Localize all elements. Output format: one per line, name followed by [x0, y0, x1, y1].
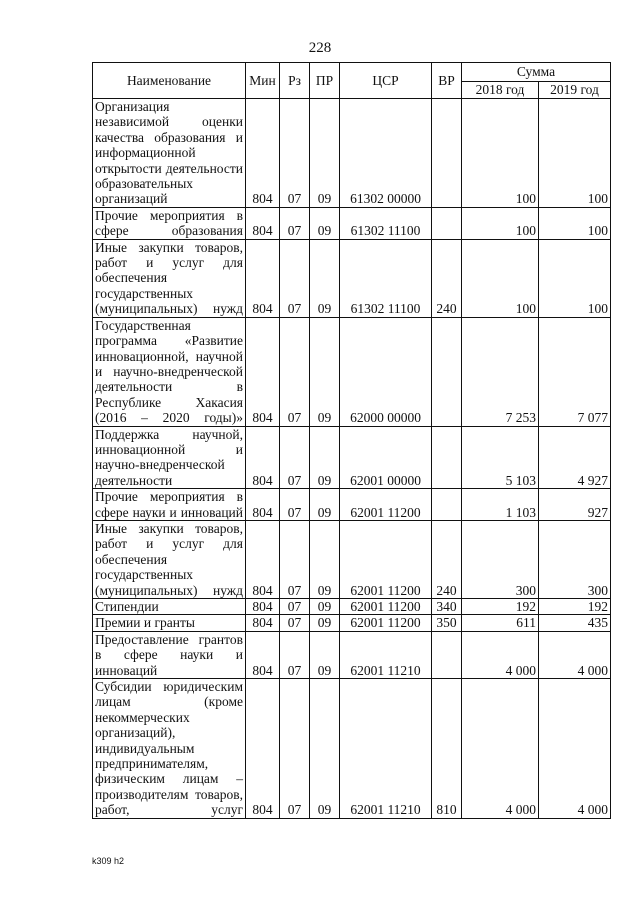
csr-cell: 62001 11200 — [340, 520, 432, 598]
sum-2019-cell: 4 000 — [539, 679, 611, 819]
pr-cell: 09 — [310, 520, 340, 598]
sum-2019-cell: 927 — [539, 489, 611, 521]
table-row — [93, 520, 611, 598]
min-cell: 804 — [246, 317, 280, 426]
table-row — [93, 207, 611, 239]
footer-code: k309 h2 — [92, 856, 125, 866]
pr-cell: 09 — [310, 207, 340, 239]
name-cell: Премии и гранты — [93, 615, 246, 631]
header-name: Наименование — [93, 63, 246, 99]
min-cell: 804 — [246, 631, 280, 678]
pr-cell: 09 — [310, 615, 340, 631]
min-cell: 804 — [246, 489, 280, 521]
sum-2018-cell: 300 — [462, 520, 539, 598]
sum-2018-cell: 7 253 — [462, 317, 539, 426]
min-cell: 804 — [246, 599, 280, 615]
header-sum: Сумма — [462, 63, 611, 82]
vr-cell — [432, 207, 462, 239]
rz-cell: 07 — [280, 207, 310, 239]
table-body — [93, 99, 611, 819]
table-row — [93, 99, 611, 208]
name-cell: Государственная программа «Развитие инновационной, научной и научно-внедренческой деятельности в Республике Хакасия (2016 – 2020 годы)» — [93, 317, 246, 426]
header-rz: Рз — [280, 63, 310, 99]
rz-cell: 07 — [280, 426, 310, 489]
min-cell: 804 — [246, 239, 280, 317]
header-vr: ВР — [432, 63, 462, 99]
min-cell: 804 — [246, 426, 280, 489]
name-cell: Иные закупки товаров, работ и услуг для обеспечения государственных (муниципальных) нужд — [93, 239, 246, 317]
sum-2019-cell: 300 — [539, 520, 611, 598]
vr-cell: 240 — [432, 239, 462, 317]
name-cell: Прочие мероприятия в сфере образования — [93, 207, 246, 239]
sum-2018-cell: 5 103 — [462, 426, 539, 489]
vr-cell: 350 — [432, 615, 462, 631]
table-row — [93, 239, 611, 317]
vr-cell: 340 — [432, 599, 462, 615]
header-min: Мин — [246, 63, 280, 99]
sum-2019-cell: 435 — [539, 615, 611, 631]
pr-cell: 09 — [310, 426, 340, 489]
vr-cell — [432, 631, 462, 678]
vr-cell — [432, 99, 462, 208]
name-cell: Поддержка научной, инновационной и научно-внедренческой деятельности — [93, 426, 246, 489]
table-row — [93, 426, 611, 489]
csr-cell: 62001 11210 — [340, 631, 432, 678]
csr-cell: 62001 11200 — [340, 599, 432, 615]
csr-cell: 61302 00000 — [340, 99, 432, 208]
name-cell: Субсидии юридическим лицам (кроме некоммерческих организаций), индивидуальным предпринимателям, физическим лицам – производителям товаров, работ, услуг — [93, 679, 246, 819]
rz-cell: 07 — [280, 489, 310, 521]
min-cell: 804 — [246, 615, 280, 631]
pr-cell: 09 — [310, 679, 340, 819]
sum-2019-cell: 100 — [539, 99, 611, 208]
sum-2018-cell: 100 — [462, 99, 539, 208]
pr-cell: 09 — [310, 99, 340, 208]
rz-cell: 07 — [280, 99, 310, 208]
header-2018: 2018 год — [462, 82, 539, 99]
csr-cell: 61302 11100 — [340, 239, 432, 317]
sum-2019-cell: 100 — [539, 239, 611, 317]
csr-cell: 62001 11200 — [340, 615, 432, 631]
csr-cell: 62001 00000 — [340, 426, 432, 489]
csr-cell: 62000 00000 — [340, 317, 432, 426]
sum-2018-cell: 192 — [462, 599, 539, 615]
vr-cell: 810 — [432, 679, 462, 819]
sum-2018-cell: 100 — [462, 207, 539, 239]
pr-cell: 09 — [310, 599, 340, 615]
table-row — [93, 599, 611, 615]
csr-cell: 62001 11210 — [340, 679, 432, 819]
rz-cell: 07 — [280, 679, 310, 819]
sum-2019-cell: 7 077 — [539, 317, 611, 426]
budget-table — [92, 62, 611, 819]
sum-2019-cell: 192 — [539, 599, 611, 615]
table-row — [93, 631, 611, 678]
page-number: 228 — [308, 40, 332, 56]
name-cell: Организация независимой оценки качества образования и информационной открытости деятельности образовательных организаций — [93, 99, 246, 208]
table-row — [93, 489, 611, 521]
sum-2018-cell: 4 000 — [462, 631, 539, 678]
table-row — [93, 615, 611, 631]
vr-cell — [432, 426, 462, 489]
rz-cell: 07 — [280, 615, 310, 631]
min-cell: 804 — [246, 520, 280, 598]
sum-2019-cell: 4 927 — [539, 426, 611, 489]
pr-cell: 09 — [310, 317, 340, 426]
table-header — [93, 63, 611, 99]
rz-cell: 07 — [280, 631, 310, 678]
pr-cell: 09 — [310, 631, 340, 678]
min-cell: 804 — [246, 679, 280, 819]
name-cell: Прочие мероприятия в сфере науки и инноваций — [93, 489, 246, 521]
pr-cell: 09 — [310, 239, 340, 317]
name-cell: Иные закупки товаров, работ и услуг для обеспечения государственных (муниципальных) нужд — [93, 520, 246, 598]
vr-cell: 240 — [432, 520, 462, 598]
rz-cell: 07 — [280, 317, 310, 426]
sum-2019-cell: 100 — [539, 207, 611, 239]
sum-2018-cell: 611 — [462, 615, 539, 631]
rz-cell: 07 — [280, 520, 310, 598]
pr-cell: 09 — [310, 489, 340, 521]
header-2019: 2019 год — [539, 82, 611, 99]
vr-cell — [432, 489, 462, 521]
csr-cell: 61302 11100 — [340, 207, 432, 239]
rz-cell: 07 — [280, 599, 310, 615]
name-cell: Предоставление грантов в сфере науки и инноваций — [93, 631, 246, 678]
sum-2019-cell: 4 000 — [539, 631, 611, 678]
table-row — [93, 679, 611, 819]
vr-cell — [432, 317, 462, 426]
header-pr: ПР — [310, 63, 340, 99]
sum-2018-cell: 4 000 — [462, 679, 539, 819]
min-cell: 804 — [246, 99, 280, 208]
csr-cell: 62001 11200 — [340, 489, 432, 521]
sum-2018-cell: 1 103 — [462, 489, 539, 521]
rz-cell: 07 — [280, 239, 310, 317]
name-cell: Стипендии — [93, 599, 246, 615]
sum-2018-cell: 100 — [462, 239, 539, 317]
header-csr: ЦСР — [340, 63, 432, 99]
table-row — [93, 317, 611, 426]
min-cell: 804 — [246, 207, 280, 239]
